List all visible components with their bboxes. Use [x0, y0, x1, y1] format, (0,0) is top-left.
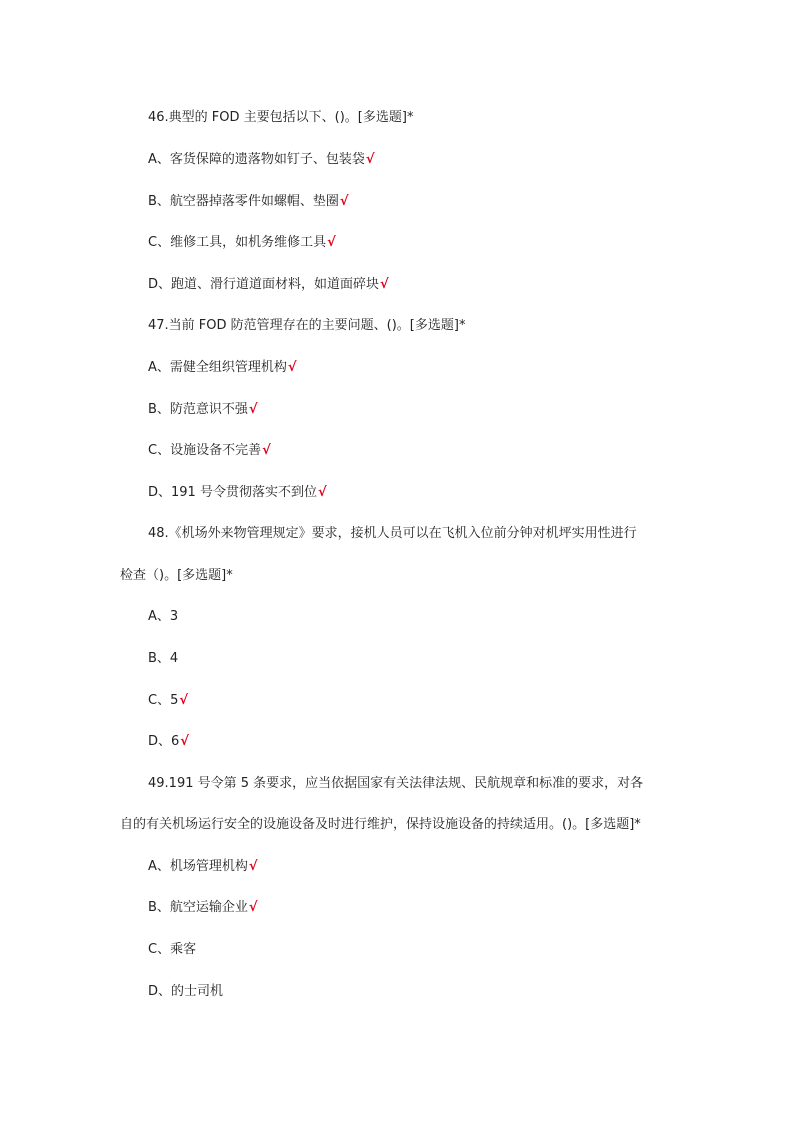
option-item [148, 192, 349, 212]
checkmark-icon: √ [262, 443, 271, 458]
option-label: D、191 号令贯彻落实不到位 [148, 485, 317, 500]
checkmark-icon: √ [317, 485, 327, 500]
option-item [148, 982, 224, 1002]
option-label: C、设施设备不完善 [148, 443, 262, 458]
checkmark-icon: √ [179, 693, 189, 708]
question-47-text: 47.当前 FOD 防范管理存在的主要问题、()。[多选题]* [148, 318, 466, 333]
question-48-text-continued: 检查（)。[多选题]* [120, 568, 233, 583]
checkmark-icon: √ [365, 152, 375, 167]
option-item [148, 441, 271, 461]
checkmark-icon: √ [180, 734, 189, 749]
option-label: B、防范意识不强 [148, 402, 248, 417]
option-label: C、维修工具，如机务维修工具 [148, 235, 327, 250]
checkmark-icon: √ [248, 859, 258, 874]
option-label: B、航空运输企业 [148, 900, 248, 915]
option-label: A、需健全组织管理机构 [148, 360, 287, 375]
option-item [148, 649, 179, 669]
option-item [148, 940, 197, 960]
checkmark-icon: √ [327, 235, 336, 250]
option-item [148, 691, 188, 711]
option-label: A、3 [148, 609, 179, 624]
checkmark-icon: √ [248, 900, 258, 915]
option-item [148, 275, 389, 295]
option-label: C、乘客 [148, 942, 197, 957]
option-item [148, 732, 189, 752]
option-label: D、6 [148, 734, 180, 749]
question-49-text-continued: 自的有关机场运行安全的设施设备及时进行维护，保持设施设备的持续适用。()。[多选题]* [120, 817, 641, 832]
checkmark-icon: √ [380, 277, 389, 292]
checkmark-icon: √ [248, 402, 258, 417]
option-item [148, 233, 336, 253]
question-48-text: 48.《机场外来物管理规定》要求，接机人员可以在飞机入位前分钟对机坪实用性进行 [148, 526, 637, 541]
option-label: C、5 [148, 693, 179, 708]
option-item [148, 358, 297, 378]
option-label: A、机场管理机构 [148, 859, 248, 874]
option-item [148, 150, 375, 170]
question-49-text: 49.191 号令第 5 条要求，应当依据国家有关法律法规、民航规章和标准的要求，对各 [148, 776, 644, 791]
option-label: A、客货保障的遗落物如钉子、包装袋 [148, 152, 365, 167]
option-item [148, 898, 258, 918]
option-label: B、4 [148, 651, 179, 666]
question-46-text: 46.典型的 FOD 主要包括以下、()。[多选题]* [148, 110, 414, 125]
option-label: B、航空器掉落零件如螺帽、垫圈 [148, 194, 339, 209]
option-label: D、的士司机 [148, 984, 224, 999]
option-item [148, 607, 179, 627]
option-label: D、跑道、滑行道道面材料，如道面碎块 [148, 277, 380, 292]
checkmark-icon: √ [287, 360, 297, 375]
option-item [148, 400, 258, 420]
checkmark-icon: √ [339, 194, 349, 209]
option-item [148, 857, 258, 877]
option-item [148, 483, 327, 503]
